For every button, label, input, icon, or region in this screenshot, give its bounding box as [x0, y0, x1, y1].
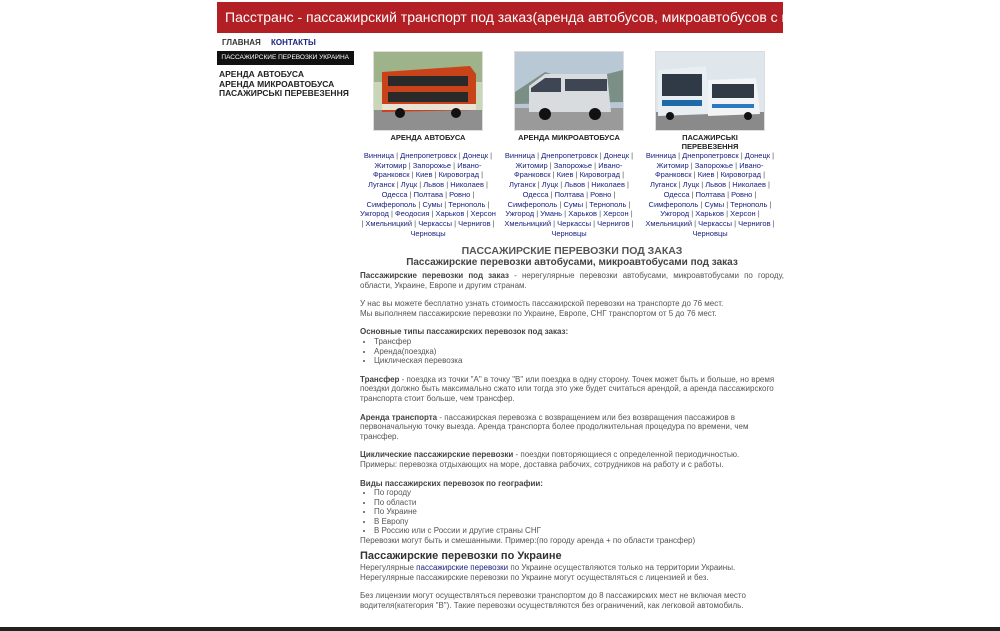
city-link[interactable]: Харьков — [568, 209, 597, 219]
separator: | — [725, 189, 732, 199]
separator: | — [452, 218, 459, 228]
transfer-paragraph — [360, 375, 784, 404]
city-link[interactable]: Ужгород — [660, 209, 690, 219]
separator: | — [689, 189, 696, 199]
city-link[interactable]: Полтава — [554, 189, 585, 199]
city-link[interactable]: Хмельницкий — [645, 218, 693, 228]
separator: | — [624, 180, 629, 190]
city-link[interactable]: Сумы — [422, 199, 443, 209]
city-link[interactable]: Тернополь — [589, 199, 627, 209]
city-list-coach — [642, 151, 778, 238]
separator: | — [620, 170, 625, 180]
separator: | — [451, 160, 458, 170]
separator: | — [409, 170, 416, 180]
separator: | — [535, 180, 542, 190]
separator: | — [733, 160, 740, 170]
separator: | — [488, 151, 493, 160]
separator: | — [483, 180, 488, 190]
intro-paragraph — [360, 271, 784, 290]
city-link[interactable]: Днепропетровск — [682, 151, 739, 160]
separator: | — [557, 199, 564, 209]
list-item: • По Украине — [374, 507, 784, 517]
nav-contacts-link[interactable]: КОНТАКТЫ — [271, 38, 316, 47]
city-link[interactable]: Ивано-Франковск — [654, 160, 764, 180]
separator: | — [732, 218, 739, 228]
city-link[interactable]: Львов — [564, 180, 586, 190]
city-list-minibus — [501, 151, 637, 238]
city-link[interactable]: Харьков — [435, 209, 465, 219]
city-link[interactable]: Симферополь — [366, 199, 417, 209]
list-item: • Трансфер — [374, 337, 784, 347]
left-gutter — [0, 0, 216, 631]
separator: | — [551, 218, 558, 228]
sidebar-links — [219, 70, 349, 99]
city-link[interactable]: Кировоград — [579, 170, 620, 180]
separator: | — [432, 170, 439, 180]
city-link[interactable]: Кировоград — [720, 170, 761, 180]
city-link[interactable]: Винница — [645, 151, 677, 160]
separator: | — [412, 218, 419, 228]
license-paragraph: Без лицензии могут осуществляться перевозки транспортом до 8 пассажирских мест не включая место водителя(категория "В"). Такие перевозки осуществляются без ограничений, как легковой автомобиль. — [360, 591, 746, 611]
city-link[interactable]: Херсон — [730, 209, 756, 219]
city-link[interactable]: Умань — [540, 209, 563, 219]
separator: | — [534, 209, 541, 219]
ukraine-line-2: Нерегулярные пассажирские перевозки по Украине могут осуществляться с лицензией и без. — [360, 572, 709, 582]
city-link[interactable]: Луганск — [649, 180, 677, 190]
card-caption[interactable]: ПАСАЖИРСЬКІ ПЕРЕВЕЗЕННЯ — [681, 133, 739, 151]
cyclic-bold: Циклические пассажирские перевозки — [360, 450, 514, 460]
city-link[interactable]: Херсон — [470, 209, 496, 219]
city-link[interactable]: Луцк — [541, 180, 559, 190]
transfer-text: - поездка из точки "А" в точку "В" или поездка в одну сторону. Точек может быть и больше, но время поездки должно быть максимально сжато или тогда это уже будет считаться арендой, а аренда пассажирского транспорта стоит больше, чем трансфер. — [360, 374, 775, 403]
separator: | — [417, 180, 424, 190]
separator: | — [479, 170, 484, 180]
city-link[interactable]: Николаев — [450, 180, 484, 190]
city-link[interactable]: Луганск — [367, 180, 395, 190]
separator: | — [444, 180, 451, 190]
types-title: Основные типы пассажирских перевозок под заказ: — [360, 327, 569, 337]
separator: | — [770, 151, 775, 160]
cyclic-examples: Примеры: перевозка отдыхающих на море, доставка рабочих, сотрудников на работу и с работы. — [360, 459, 724, 469]
city-link[interactable]: Винница — [363, 151, 395, 160]
city-link[interactable]: Николаев — [591, 180, 625, 190]
city-link[interactable]: Донецк — [744, 151, 771, 160]
separator: | — [761, 170, 766, 180]
city-link[interactable]: Ровно — [731, 189, 753, 199]
geo-list — [360, 488, 784, 536]
nav-home-link[interactable]: ГЛАВНАЯ — [222, 38, 261, 47]
city-link[interactable]: Донецк — [603, 151, 630, 160]
city-link[interactable]: Кировоград — [438, 170, 479, 180]
separator: | — [535, 151, 542, 160]
list-item: • Циклическая перевозка — [374, 356, 784, 366]
separator: | — [698, 199, 705, 209]
city-link[interactable]: Сумы — [704, 199, 725, 209]
city-link[interactable]: Луцк — [400, 180, 418, 190]
separator: | — [562, 209, 569, 219]
list-item: • По области — [374, 498, 784, 508]
city-link[interactable]: Чернигов — [597, 218, 630, 228]
cyclic-paragraph — [360, 450, 784, 469]
city-link[interactable]: Одесса — [522, 189, 549, 199]
ukraine-pre: Нерегулярные — [360, 563, 417, 573]
city-link[interactable]: Хмельницкий — [365, 218, 413, 228]
city-link[interactable]: Житомир — [656, 160, 689, 170]
separator: | — [464, 209, 471, 219]
separator: | — [676, 180, 683, 190]
top-nav — [222, 38, 324, 47]
city-link[interactable]: Черновцы — [410, 228, 446, 238]
ukraine-paragraph — [360, 563, 784, 582]
city-link[interactable]: Херсон — [603, 209, 629, 219]
city-link[interactable]: Винница — [504, 151, 536, 160]
intro-text: - нерегулярные перевозки автобусами, микроавтобусами по городу, области, Украине, Европе и другим странам. — [360, 271, 784, 290]
separator: | — [714, 170, 721, 180]
separator: | — [592, 160, 599, 170]
geo-section — [360, 479, 784, 546]
city-link[interactable]: Харьков — [695, 209, 725, 219]
ukraine-heading: Пассажирские перевозки по Украине — [360, 549, 562, 562]
card-bus-rent[interactable] — [373, 51, 483, 142]
city-link[interactable]: Львов — [423, 180, 445, 190]
city-link[interactable]: Тернополь — [730, 199, 768, 209]
city-link[interactable]: Житомир — [515, 160, 548, 170]
city-link[interactable]: Запорожье — [553, 160, 593, 170]
city-link[interactable]: Черкассы — [557, 218, 592, 228]
passenger-transport-link[interactable]: пассажирские перевозки — [416, 563, 509, 573]
city-link[interactable]: Одесса — [381, 189, 408, 199]
separator: | — [724, 209, 731, 219]
list-item: • В Россию или с России и другие страны СНГ — [374, 526, 784, 536]
city-link[interactable]: Киев — [415, 170, 433, 180]
separator: | — [470, 189, 475, 199]
ukraine-post: по Украине осуществляются только на территории Украины. — [508, 563, 736, 573]
main-heading: ПАССАЖИРСКИЕ ПЕРЕВОЗКИ ПОД ЗАКАЗ — [461, 245, 683, 257]
separator: | — [388, 209, 395, 219]
separator: | — [629, 151, 634, 160]
city-link[interactable]: Ужгород — [360, 209, 389, 219]
separator: | — [456, 151, 463, 160]
separator: | — [407, 189, 414, 199]
separator: | — [406, 160, 413, 170]
cyclic-text: - поездки повторяющиеся с определенной периодичностью. — [513, 450, 740, 460]
card-minibus-rent[interactable] — [514, 51, 624, 142]
site-title: Пасстранс - пассажирский транспорт под заказ(аренда автобусов, микроавтобусов с водителем) — [225, 9, 857, 25]
list-item: • По городу — [374, 488, 784, 498]
main-content — [360, 245, 784, 620]
separator: | — [628, 209, 633, 219]
card-caption[interactable]: АРЕНДА МИКРОАВТОБУСА — [518, 133, 620, 142]
separator: | — [597, 209, 604, 219]
city-link[interactable]: Днепропетровск — [541, 151, 598, 160]
city-link[interactable]: Ивано-Франковск — [513, 160, 623, 180]
separator: | — [767, 199, 772, 209]
separator: | — [394, 151, 401, 160]
separator: | — [626, 199, 631, 209]
info-paragraph — [360, 299, 784, 318]
geo-title: Виды пассажирских перевозок по географии: — [360, 478, 543, 488]
separator: | — [726, 180, 733, 190]
separator: | — [416, 199, 423, 209]
list-item: • Аренда(поездка) — [374, 347, 784, 357]
types-list — [360, 337, 784, 366]
separator: | — [550, 170, 557, 180]
city-link[interactable]: Черкассы — [418, 218, 453, 228]
separator: | — [548, 189, 555, 199]
separator: | — [547, 160, 554, 170]
separator: | — [691, 170, 698, 180]
city-link[interactable]: Симферополь — [507, 199, 558, 209]
city-link[interactable]: Ровно — [449, 189, 471, 199]
city-list-bus — [360, 151, 496, 238]
separator: | — [442, 199, 449, 209]
separator: | — [611, 189, 616, 199]
separator: | — [765, 180, 770, 190]
sidebar-link-bus-rent[interactable]: АРЕНДА АВТОБУСА — [219, 69, 304, 79]
separator: | — [573, 170, 580, 180]
city-link[interactable]: Чернигов — [738, 218, 771, 228]
card-caption[interactable]: АРЕНДА АВТОБУСА — [390, 133, 466, 142]
card-passenger-transport[interactable] — [655, 51, 765, 151]
right-gutter — [784, 0, 1000, 631]
sub-heading: Пассажирские перевозки автобусами, микроавтобусами под заказ — [406, 257, 738, 268]
separator: | — [394, 180, 401, 190]
city-link[interactable]: Житомир — [374, 160, 407, 170]
separator: | — [591, 218, 598, 228]
city-link[interactable]: Ужгород — [505, 209, 535, 219]
city-link[interactable]: Киев — [556, 170, 574, 180]
separator: | — [490, 218, 495, 228]
bottom-bar — [0, 627, 1000, 631]
minibus-image[interactable] — [514, 51, 624, 131]
city-link[interactable]: Запорожье — [694, 160, 734, 170]
separator: | — [629, 218, 634, 228]
city-link[interactable]: Днепропетровск — [400, 151, 457, 160]
transfer-bold: Трансфер — [360, 374, 400, 384]
separator: | — [676, 151, 683, 160]
city-link[interactable]: Сумы — [563, 199, 584, 209]
separator: | — [583, 199, 590, 209]
separator: | — [585, 180, 592, 190]
separator: | — [584, 189, 591, 199]
separator: | — [485, 199, 490, 209]
city-link[interactable]: Одесса — [663, 189, 690, 199]
city-link[interactable]: Киев — [697, 170, 715, 180]
city-link[interactable]: Луганск — [508, 180, 536, 190]
separator: | — [689, 209, 696, 219]
city-link[interactable]: Тернополь — [448, 199, 486, 209]
separator: | — [597, 151, 604, 160]
city-link[interactable]: Черновцы — [551, 228, 587, 238]
separator: | — [738, 151, 745, 160]
city-link[interactable]: Донецк — [462, 151, 489, 160]
separator: | — [752, 189, 757, 199]
separator: | — [724, 199, 731, 209]
city-link[interactable]: Полтава — [695, 189, 726, 199]
separator: | — [361, 218, 366, 228]
city-link[interactable]: Львов — [705, 180, 727, 190]
city-link[interactable]: Хмельницкий — [504, 218, 552, 228]
city-link[interactable]: Полтава — [413, 189, 444, 199]
list-item: • В Европу — [374, 517, 784, 527]
separator: | — [770, 218, 775, 228]
sidebar-link-passenger-transport[interactable]: ПАСАЖИРСЬКІ ПЕРЕВЕЗЕННЯ — [219, 88, 349, 98]
city-link[interactable]: Феодосия — [394, 209, 430, 219]
site-header — [217, 2, 857, 33]
city-link[interactable]: Симферополь — [648, 199, 699, 209]
rent-bold: Аренда транспорта — [360, 412, 438, 422]
city-link[interactable]: Ровно — [590, 189, 612, 199]
sidebar-link-minibus-rent[interactable]: АРЕНДА МИКРОАВТОБУСА — [219, 78, 335, 89]
info-line-2: Мы выполняем пассажирские перевозки по Украине, Европе, СНГ транспортом от 5 до 76 мест. — [360, 308, 717, 318]
separator: | — [443, 189, 450, 199]
city-link[interactable]: Чернигов — [458, 218, 491, 228]
sidebar-active-item[interactable]: ПАССАЖИРСКИЕ ПЕРЕВОЗКИ УКРАИНА — [217, 51, 354, 65]
types-section — [360, 327, 784, 365]
rent-paragraph — [360, 413, 784, 442]
mixed-note: Перевозки могут быть и смешанными. Пример:(по городу аренда + по области трансфер) — [360, 536, 696, 546]
rent-text: - пассажирская перевозка с возвращением или без возвращения пассажиров в первоначальную точку выезда. Аренда транспорта более продолжительная процедура по времени, чем трансфер. — [360, 412, 749, 441]
intro-bold: Пассажирские перевозки под заказ — [360, 271, 510, 280]
city-link[interactable]: Черновцы — [692, 228, 728, 238]
separator: | — [699, 180, 706, 190]
city-link[interactable]: Луцк — [682, 180, 700, 190]
city-link[interactable]: Запорожье — [412, 160, 452, 170]
separator: | — [429, 209, 436, 219]
city-link[interactable]: Черкассы — [698, 218, 733, 228]
coach-image[interactable] — [655, 51, 765, 131]
separator: | — [558, 180, 565, 190]
separator: | — [692, 218, 699, 228]
city-link[interactable]: Ивано-Франковск — [372, 160, 482, 180]
bus-image[interactable] — [373, 51, 483, 131]
separator: | — [688, 160, 695, 170]
info-line-1: У нас вы можете бесплатно узнать стоимость пассажирской перевозки на транспорте до 76 мест. — [360, 299, 724, 309]
city-link[interactable]: Николаев — [732, 180, 766, 190]
separator: | — [755, 209, 760, 219]
